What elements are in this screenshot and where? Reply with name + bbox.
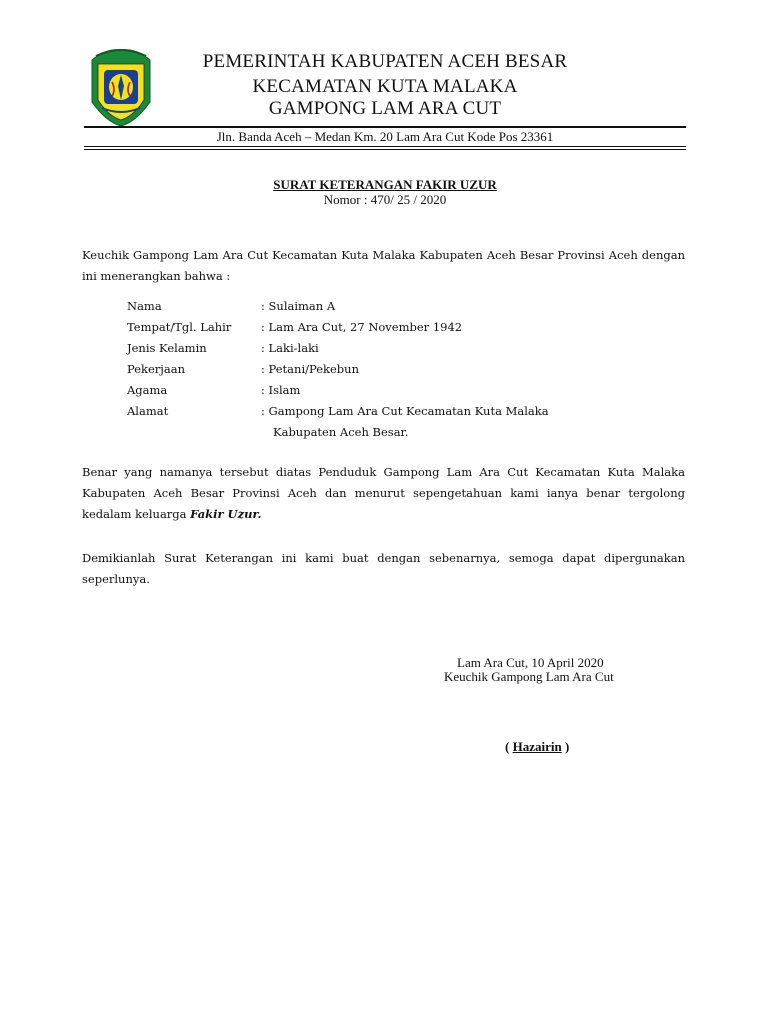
letter-title [84, 177, 686, 192]
header-district-line: KECAMATAN KUTA MALAKA [252, 76, 518, 97]
letter-title-text: SURAT KETERANGAN FAKIR UZUR [273, 177, 497, 192]
statement-emphasis: Fakir Uzur. [190, 507, 262, 521]
statement-paragraph [82, 462, 685, 525]
signature-close-paren: ) [561, 739, 570, 754]
field-label: Agama [127, 383, 168, 397]
signature-signer-title: Keuchik Gampong Lam Ara Cut [444, 669, 614, 684]
field-label: Tempat/Tgl. Lahir [127, 320, 232, 334]
field-value-continuation: Kabupaten Aceh Besar. [273, 425, 409, 439]
header-divider-bottom [84, 146, 686, 147]
header-divider-top [84, 126, 686, 128]
header-divider-bottom-double [84, 149, 686, 150]
header-address: Jln. Banda Aceh – Medan Km. 20 Lam Ara Cut Kode Pos 23361 [216, 129, 554, 144]
intro-paragraph: Keuchik Gampong Lam Ara Cut Kecamatan Kuta Malaka Kabupaten Aceh Besar Provinsi Aceh dengan ini menerangkan bahwa : [82, 248, 685, 283]
letter-number: Nomor : 470/ 25 / 2020 [323, 192, 447, 207]
field-label: Nama [127, 299, 162, 313]
field-value: : Lam Ara Cut, 27 November 1942 [261, 320, 463, 334]
field-value: : Gampong Lam Ara Cut Kecamatan Kuta Malaka [261, 404, 549, 418]
closing-paragraph: Demikianlah Surat Keterangan ini kami buat dengan sebenarnya, semoga dapat dipergunakan seperlunya. [82, 551, 685, 586]
signature-place-date: Lam Ara Cut, 10 April 2020 [457, 655, 604, 670]
signature-open-paren: ( [505, 739, 513, 754]
field-label: Jenis Kelamin [127, 341, 207, 355]
field-label: Alamat [127, 404, 169, 418]
field-value: : Petani/Pekebun [261, 362, 359, 376]
field-label: Pekerjaan [127, 362, 185, 376]
header-village-line: GAMPONG LAM ARA CUT [268, 98, 502, 119]
header-government-line: PEMERINTAH KABUPATEN ACEH BESAR [202, 51, 568, 72]
signature-name: Hazairin [512, 739, 562, 754]
field-value: : Sulaiman A [261, 299, 336, 313]
signature-name-block [505, 739, 569, 755]
statement-text: Benar yang namanya tersebut diatas Penduduk Gampong Lam Ara Cut Kecamatan Kuta Malaka Kabupaten Aceh Besar Provinsi Aceh dan menurut sepengetahuan kami ianya benar tergolong kedalam keluarga [82, 465, 685, 521]
aceh-besar-emblem-icon [86, 46, 156, 128]
field-value: : Laki-laki [261, 341, 319, 355]
field-value: : Islam [261, 383, 301, 397]
